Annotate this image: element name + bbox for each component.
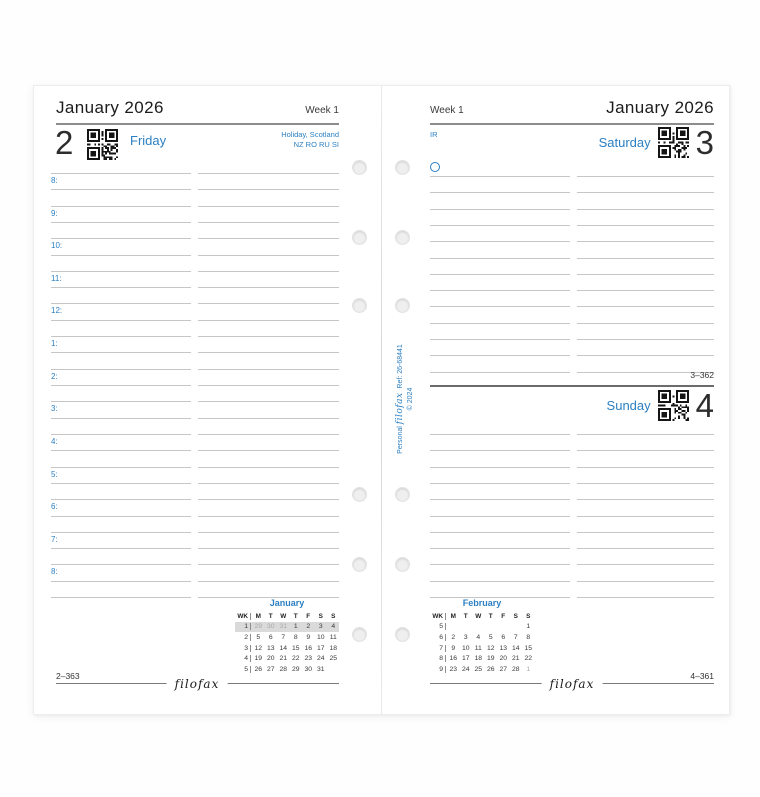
time-label: 1: [51,339,58,349]
ruled-line [430,323,714,339]
week-number: Week 1 [430,105,464,116]
binder-hole [395,298,410,313]
calendar-week-cell: 7 [430,645,446,652]
ruled-line [430,355,714,371]
calendar-week-cell: 3 [235,645,251,652]
calendar-header-cell: S [526,612,531,620]
ruled-line [51,303,339,319]
calendar-title: February [462,598,502,608]
month-title: January 2026 [606,98,714,117]
month-title: January 2026 [56,98,164,117]
week-number: Week 1 [305,105,339,116]
sunday-divider-rule [430,385,714,387]
calendar-day-cell: 16 [304,644,313,652]
full-moon-icon [430,162,440,172]
calendar-day-cell: 1 [526,665,531,673]
ruled-line [51,385,339,401]
calendar-day-cell: 26 [254,665,263,673]
page-ref: 2–363 [56,671,80,681]
day-number: 3 [695,124,714,161]
ruled-line [430,306,714,322]
calendar-day-cell: 22 [291,655,300,663]
ruled-line [51,450,339,466]
ruled-line [51,369,339,385]
calendar-day-cell: 13 [499,644,508,652]
ruled-line [430,581,714,597]
ruled-line [430,339,714,355]
calendar-day-cell: 5 [256,633,261,641]
calendar-day-cell: 12 [486,644,495,652]
time-label: 10: [51,241,63,251]
binder-hole [352,298,367,313]
day-name: Sunday [606,398,651,413]
right-page [382,86,729,714]
ruled-line [430,434,714,450]
calendar-day-cell: 4 [476,633,481,641]
holiday-line: NZ RO RU SI [293,140,339,149]
left-page-header [56,98,339,125]
calendar-day-cell: 21 [279,655,288,663]
page-gutter-divider [381,86,382,714]
binder-hole [352,230,367,245]
ruled-line [430,209,714,225]
binder-hole [352,627,367,642]
day-number: 2 [55,124,74,161]
calendar-day-cell: 20 [499,655,508,663]
calendar-header-cell: T [293,612,298,620]
calendar-day-cell: 8 [293,633,298,641]
calendar-row [235,664,339,675]
calendar-row [430,632,534,643]
ruled-line [430,483,714,499]
calendar-day-cell: 24 [461,665,470,673]
calendar-row [430,664,534,675]
qr-code-icon [658,390,689,421]
calendar-day-cell: 17 [316,644,325,652]
ruled-line [51,238,339,254]
calendar-day-cell: 14 [279,644,288,652]
ruled-line [430,176,714,192]
calendar-day-cell: 7 [281,633,286,641]
calendar-row [235,622,339,633]
calendar-week-cell: 5 [430,623,446,630]
planner-spread [33,85,730,715]
calendar-day-cell: 14 [511,644,520,652]
sunday-lines [430,434,714,602]
calendar-day-cell: 25 [474,665,483,673]
calendar-day-cell: 6 [268,633,273,641]
binder-hole [352,557,367,572]
qr-code-icon [87,129,118,160]
time-label: 5: [51,469,58,479]
calendar-day-cell: 29 [254,623,263,631]
calendar-day-cell: 19 [254,655,263,663]
calendar-day-cell: 9 [451,644,456,652]
imprint-copyright: © 2024 [407,387,414,411]
imprint-line: Personal filofax Ref: 26-68441 [395,344,405,454]
calendar-day-cell: 23 [449,665,458,673]
ruled-line [51,418,339,434]
calendar-title: January [269,598,305,608]
time-label: 9: [51,208,58,218]
calendar-day-cell: 28 [511,665,520,673]
calendar-day-cell: 11 [474,644,482,652]
ruled-line [430,274,714,290]
ruled-line [430,516,714,532]
calendar-day-cell: 31 [279,623,288,631]
holiday-line: Holiday, Scotland [281,130,339,139]
left-page [34,86,381,714]
calendar-header-cell: S [331,612,336,620]
binder-hole [395,627,410,642]
saturday-header [599,126,714,159]
calendar-day-cell: 25 [329,655,338,663]
ruled-line [51,581,339,597]
calendar-header-cell: M [255,612,261,620]
time-label: 7: [51,534,58,544]
binder-hole [395,160,410,175]
time-label: 11: [51,273,62,283]
day-name: Saturday [598,135,651,150]
calendar-week-cell: 8 [430,655,446,662]
gutter-imprint [395,323,416,475]
calendar-row [235,632,339,643]
calendar-day-cell: 2 [306,623,311,631]
mini-calendar-january [235,598,339,675]
ruled-line [51,401,339,417]
calendar-day-cell: 30 [304,665,313,673]
calendar-header-cell: T [268,612,273,620]
calendar-day-cell: 3 [318,623,323,631]
calendar-day-cell: 22 [524,655,533,663]
ruled-line [51,548,339,564]
calendar-day-cell: 27 [499,665,508,673]
calendar-day-cell: 3 [463,633,468,641]
calendar-header-cell: M [450,612,456,620]
calendar-day-cell: 10 [461,644,470,652]
ruled-line [51,434,339,450]
calendar-day-cell: 19 [486,655,495,663]
binder-hole [352,160,367,175]
ruled-line [51,483,339,499]
calendar-day-cell: 2 [451,633,456,641]
calendar-day-cell: 11 [329,633,337,641]
ruled-line [51,189,339,205]
day-name: Friday [130,133,167,148]
filofax-logo: filofax [542,677,603,691]
calendar-day-cell: 29 [291,665,300,673]
ruled-line [430,450,714,466]
binder-hole [395,557,410,572]
calendar-day-cell: 13 [266,644,275,652]
ruled-line [430,290,714,306]
calendar-day-cell: 16 [449,655,458,663]
ruled-line [51,532,339,548]
calendar-day-cell: 12 [254,644,263,652]
ruled-line [430,548,714,564]
time-label: 6: [51,502,58,512]
ruled-line [51,173,339,189]
binder-hole [395,487,410,502]
ruled-line [51,564,339,580]
calendar-day-cell: 18 [329,644,338,652]
ruled-line [430,241,714,257]
ruled-line [430,258,714,274]
ruled-line [430,225,714,241]
filofax-logo: filofax [395,392,405,425]
ruled-line [430,499,714,515]
calendar-day-cell: 10 [316,633,325,641]
calendar-day-cell: 4 [331,623,336,631]
ruled-line [51,255,339,271]
section-ref: 3–362 [690,370,714,380]
calendar-row [430,643,534,654]
calendar-day-cell: 21 [511,655,520,663]
ruled-line [430,192,714,208]
ruled-line [51,287,339,303]
calendar-row [235,611,339,622]
ruled-line [51,206,339,222]
ruled-line [51,336,339,352]
sunday-header [607,389,714,422]
calendar-row [235,653,339,664]
calendar-day-cell: 15 [291,644,300,652]
ruled-line [430,564,714,580]
calendar-day-cell: 24 [316,655,325,663]
calendar-day-cell: 31 [316,665,325,673]
ruled-line [51,222,339,238]
calendar-week-cell: 2 [235,634,251,641]
time-grid [51,173,339,599]
calendar-header-cell: S [318,612,323,620]
time-label: 8: [51,567,58,577]
time-label: 3: [51,404,58,414]
calendar-week-cell: 9 [430,666,446,673]
calendar-row [430,611,534,622]
calendar-row [430,622,534,633]
time-label: 4: [51,436,58,446]
qr-code-icon [658,127,689,158]
calendar-week-cell: 6 [430,634,446,641]
calendar-header-cell: F [501,612,506,620]
ruled-line [430,532,714,548]
time-label: 2: [51,371,58,381]
calendar-day-cell: 8 [526,633,531,641]
calendar-week-cell: 4 [235,655,251,662]
mini-calendar-february [430,598,534,675]
calendar-header-cell: WK [430,613,446,620]
ruled-line [51,271,339,287]
calendar-header-cell: WK [235,613,251,620]
calendar-day-cell: 27 [266,665,275,673]
calendar-day-cell: 30 [266,623,275,631]
calendar-day-cell: 23 [304,655,313,663]
ruled-line [51,352,339,368]
calendar-row [235,643,339,654]
calendar-day-cell: 9 [306,633,311,641]
calendar-day-cell: 17 [461,655,470,663]
calendar-header-cell: S [513,612,518,620]
calendar-header-cell: F [306,612,311,620]
calendar-day-cell: 7 [513,633,518,641]
time-label: 8: [51,176,58,185]
ruled-line [430,467,714,483]
calendar-day-cell: 20 [266,655,275,663]
time-label: 12: [51,306,63,316]
saturday-lines [430,176,714,376]
ruled-line [51,320,339,336]
ruled-line [51,499,339,515]
calendar-day-cell: 1 [526,623,531,631]
right-page-header [430,98,714,125]
calendar-week-cell: 1 [235,623,251,630]
calendar-row [430,653,534,664]
calendar-day-cell: 15 [524,644,533,652]
page-ref: 4–361 [690,671,714,681]
calendar-header-cell: W [475,612,482,620]
calendar-day-cell: 28 [279,665,288,673]
calendar-day-cell: 1 [293,623,298,631]
holiday-note [281,130,339,150]
calendar-header-cell: T [463,612,468,620]
calendar-day-cell: 18 [474,655,483,663]
calendar-day-cell: 5 [488,633,493,641]
calendar-header-cell: T [488,612,493,620]
calendar-week-cell: 5 [235,666,251,673]
ruled-line [51,467,339,483]
ruled-line [51,516,339,532]
calendar-day-cell: 26 [486,665,495,673]
calendar-day-cell: 6 [501,633,506,641]
binder-hole [352,487,367,502]
calendar-header-cell: W [280,612,287,620]
holiday-abbr: IR [430,130,438,139]
filofax-logo: filofax [167,677,228,691]
day-number: 4 [695,387,714,424]
binder-hole [395,230,410,245]
